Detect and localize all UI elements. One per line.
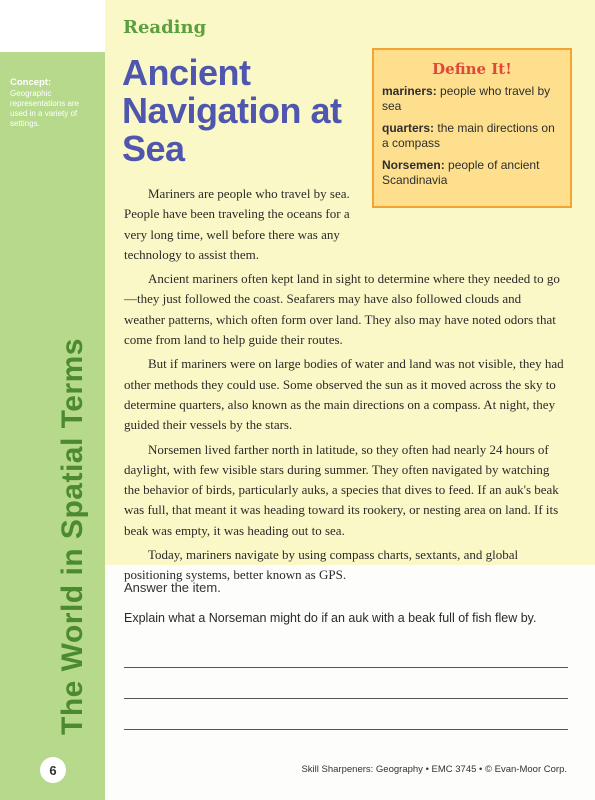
passage-paragraph: Today, mariners navigate by using compass charts, sextants, and global positioning systems, better known as GPS. [124, 547, 519, 583]
definition-entry [382, 121, 562, 151]
unit-title: The World in Spatial Terms [56, 338, 89, 735]
concept-text: Geographic representations are used in a variety of settings. [10, 89, 79, 128]
definition-term: mariners: [382, 84, 437, 98]
passage-paragraph: But if mariners were on large bodies of water and land was not visible, they had other methods they could use. Some observed the sun as it moved across the sky to determine quarters, also known as the main directions on a compass. At night, they guided their vessels by the stars. [124, 356, 564, 433]
passage-paragraph: Mariners are people who travel by sea. People have been traveling the oceans for a very long time, well before there was any technology to assist them. [124, 186, 350, 262]
definition-text: people of ancient Scandinavia [382, 158, 540, 187]
define-it-heading: Define It! [432, 60, 512, 78]
definition-text: people who travel by sea [382, 84, 551, 113]
page-number: 6 [40, 757, 66, 783]
section-label: Reading [123, 17, 207, 38]
activity-heading: Answer the item. [124, 580, 221, 595]
answer-line[interactable] [124, 667, 568, 668]
page-title: Ancient Navigation at Sea [122, 52, 342, 169]
definition-term: quarters: [382, 121, 435, 135]
concept-label: Concept: [10, 77, 52, 88]
footer-credit: Skill Sharpeners: Geography • EMC 3745 • © Evan-Moor Corp. [301, 764, 567, 775]
passage-paragraph: Ancient mariners often kept land in sight to determine where they needed to go—they just followed the coast. Seafarers may have also followed clouds and weather patterns, which often form over land. They also may have noted odors that come from land to help guide their routes. [124, 271, 560, 348]
sidebar-top-gap [0, 0, 105, 52]
definition-entry [382, 84, 562, 114]
activity-question: Explain what a Norseman might do if an auk with a beak full of fish flew by. [124, 611, 537, 625]
concept-box [10, 78, 95, 129]
passage-paragraph: Norsemen lived farther north in latitude, so they often had nearly 24 hours of daylight, with few visible stars during summer. They often navigated by watching the behavior of birds, particularly auks, a species that dives to feed. If an auk's beak was full, that meant it was heading toward its rookery, or nesting area on land. If its beak was empty, it was heading out to sea. [124, 441, 559, 538]
answer-line[interactable] [124, 729, 568, 730]
definition-term: Norsemen: [382, 158, 445, 172]
answer-line[interactable] [124, 698, 568, 699]
definition-text: the main directions on a compass [382, 121, 555, 150]
reading-passage [124, 184, 564, 590]
